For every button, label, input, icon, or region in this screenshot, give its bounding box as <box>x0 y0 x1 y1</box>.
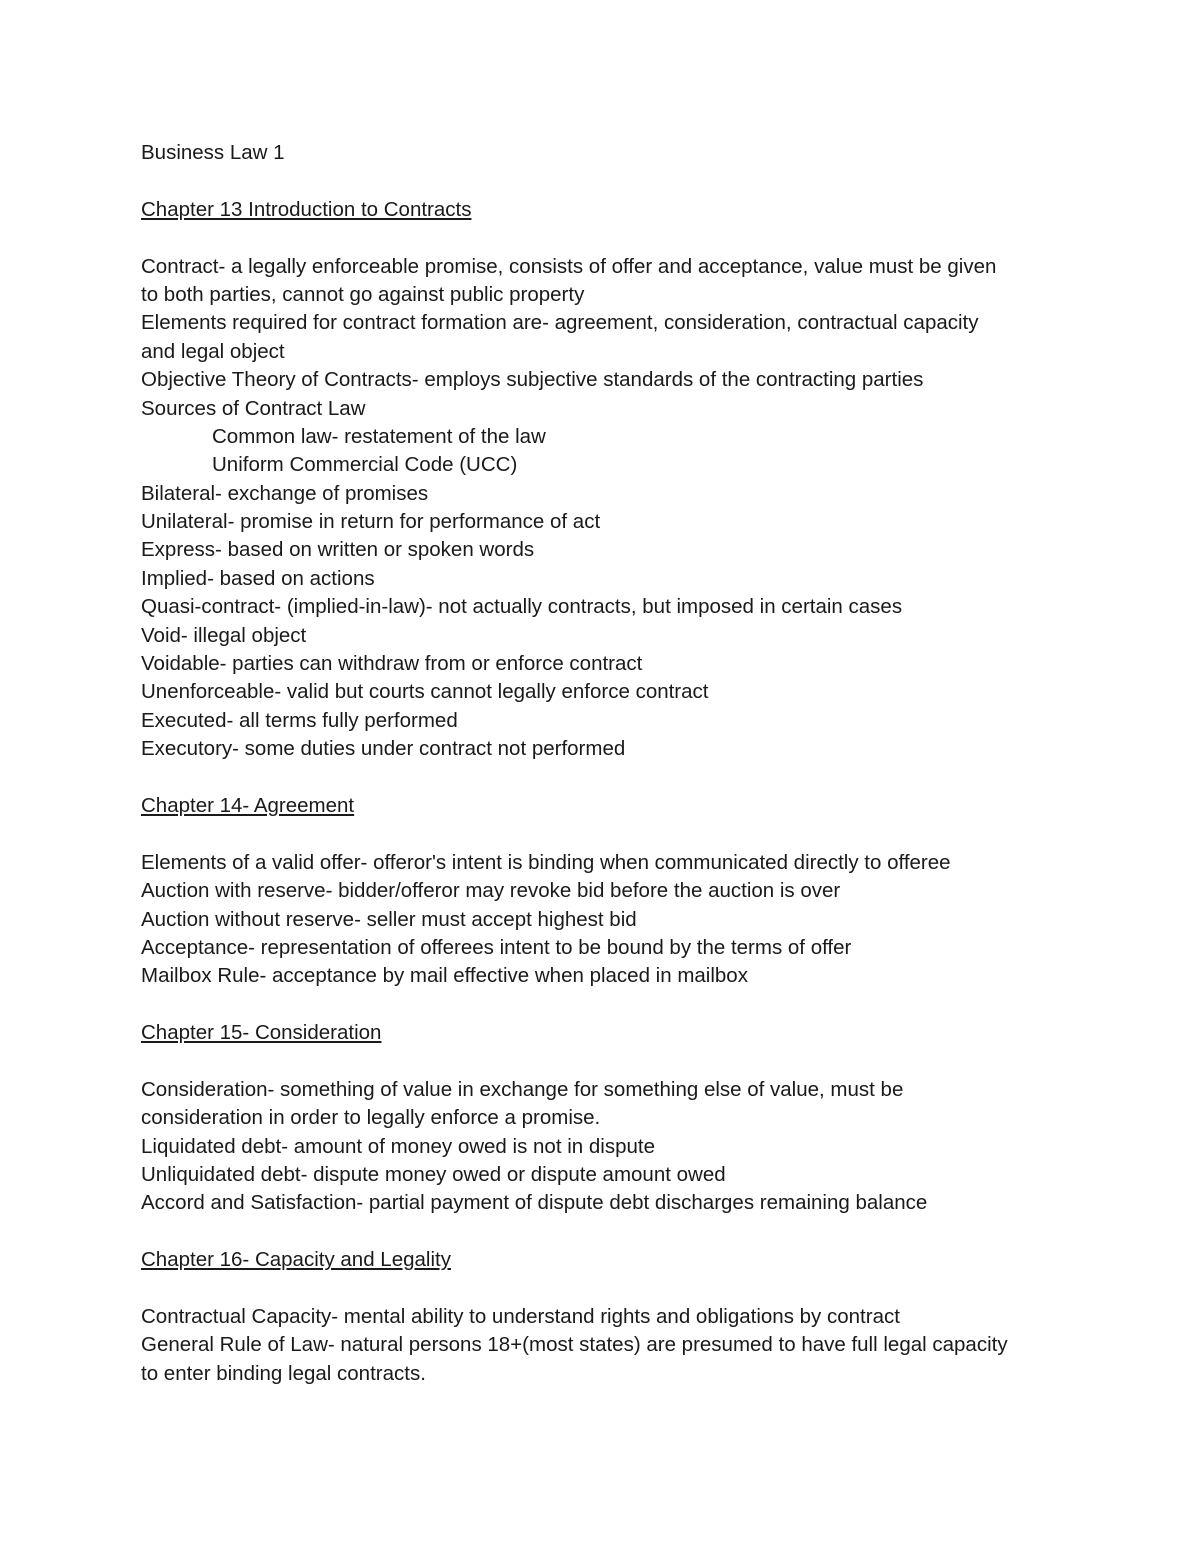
spacer <box>141 991 1101 1019</box>
chapter-15-heading: Chapter 15- Consideration <box>141 1021 382 1045</box>
chapter-16-heading: Chapter 16- Capacity and Legality <box>141 1248 451 1272</box>
spacer <box>141 167 1101 195</box>
ucc-line: Uniform Commercial Code (UCC) <box>212 453 518 477</box>
general-rule-line-1: General Rule of Law- natural persons 18+(most states) are presumed to have full legal capacity <box>141 1333 1008 1357</box>
contract-definition-line-2: to both parties, cannot go against public property <box>141 282 585 306</box>
auction-with-reserve-line: Auction with reserve- bidder/offeror may revoke bid before the auction is over <box>141 879 841 903</box>
unilateral-line: Unilateral- promise in return for performance of act <box>141 510 601 534</box>
quasi-contract-line: Quasi-contract- (implied-in-law)- not actually contracts, but imposed in certain cases <box>141 595 903 619</box>
common-law-line: Common law- restatement of the law <box>212 424 546 448</box>
consideration-line-1: Consideration- something of value in exchange for something else of value, must be <box>141 1077 904 1101</box>
auction-without-reserve-line: Auction without reserve- seller must accept highest bid <box>141 907 637 931</box>
general-rule-line-2: to enter binding legal contracts. <box>141 1361 426 1385</box>
executed-line: Executed- all terms fully performed <box>141 708 458 732</box>
consideration-line-2: consideration in order to legally enforce a promise. <box>141 1106 601 1130</box>
mailbox-rule-line: Mailbox Rule- acceptance by mail effective when placed in mailbox <box>141 964 748 988</box>
unenforceable-line: Unenforceable- valid but courts cannot legally enforce contract <box>141 680 709 704</box>
accord-satisfaction-line: Accord and Satisfaction- partial payment of dispute debt discharges remaining balance <box>141 1191 928 1215</box>
chapter-13-heading: Chapter 13 Introduction to Contracts <box>141 197 472 221</box>
spacer <box>141 764 1101 792</box>
elements-line-1: Elements required for contract formation are- agreement, consideration, contractual capacity <box>141 311 979 335</box>
spacer <box>141 1218 1101 1246</box>
spacer <box>141 1048 1101 1076</box>
objective-theory-line: Objective Theory of Contracts- employs subjective standards of the contracting parties <box>141 368 924 392</box>
unliquidated-debt-line: Unliquidated debt- dispute money owed or dispute amount owed <box>141 1163 726 1187</box>
contract-definition-line-1: Contract- a legally enforceable promise, consists of offer and acceptance, value must be given <box>141 254 997 278</box>
acceptance-line: Acceptance- representation of offerees intent to be bound by the terms of offer <box>141 935 852 959</box>
spacer <box>141 1275 1101 1303</box>
liquidated-debt-line: Liquidated debt- amount of money owed is not in dispute <box>141 1134 655 1158</box>
elements-line-2: and legal object <box>141 339 285 363</box>
executory-line: Executory- some duties under contract not performed <box>141 737 626 761</box>
document-title: Business Law 1 <box>141 141 285 164</box>
spacer <box>141 224 1101 252</box>
sources-line: Sources of Contract Law <box>141 396 366 420</box>
chapter-14-heading: Chapter 14- Agreement <box>141 793 355 817</box>
void-line: Void- illegal object <box>141 623 307 647</box>
document-page <box>141 139 1101 1388</box>
implied-line: Implied- based on actions <box>141 566 375 590</box>
voidable-line: Voidable- parties can withdraw from or enforce contract <box>141 652 643 676</box>
express-line: Express- based on written or spoken words <box>141 538 535 562</box>
bilateral-line: Bilateral- exchange of promises <box>141 481 429 505</box>
contractual-capacity-line: Contractual Capacity- mental ability to understand rights and obligations by contract <box>141 1305 900 1329</box>
valid-offer-line: Elements of a valid offer- offeror's intent is binding when communicated directly to offeree <box>141 850 951 874</box>
spacer <box>141 820 1101 848</box>
